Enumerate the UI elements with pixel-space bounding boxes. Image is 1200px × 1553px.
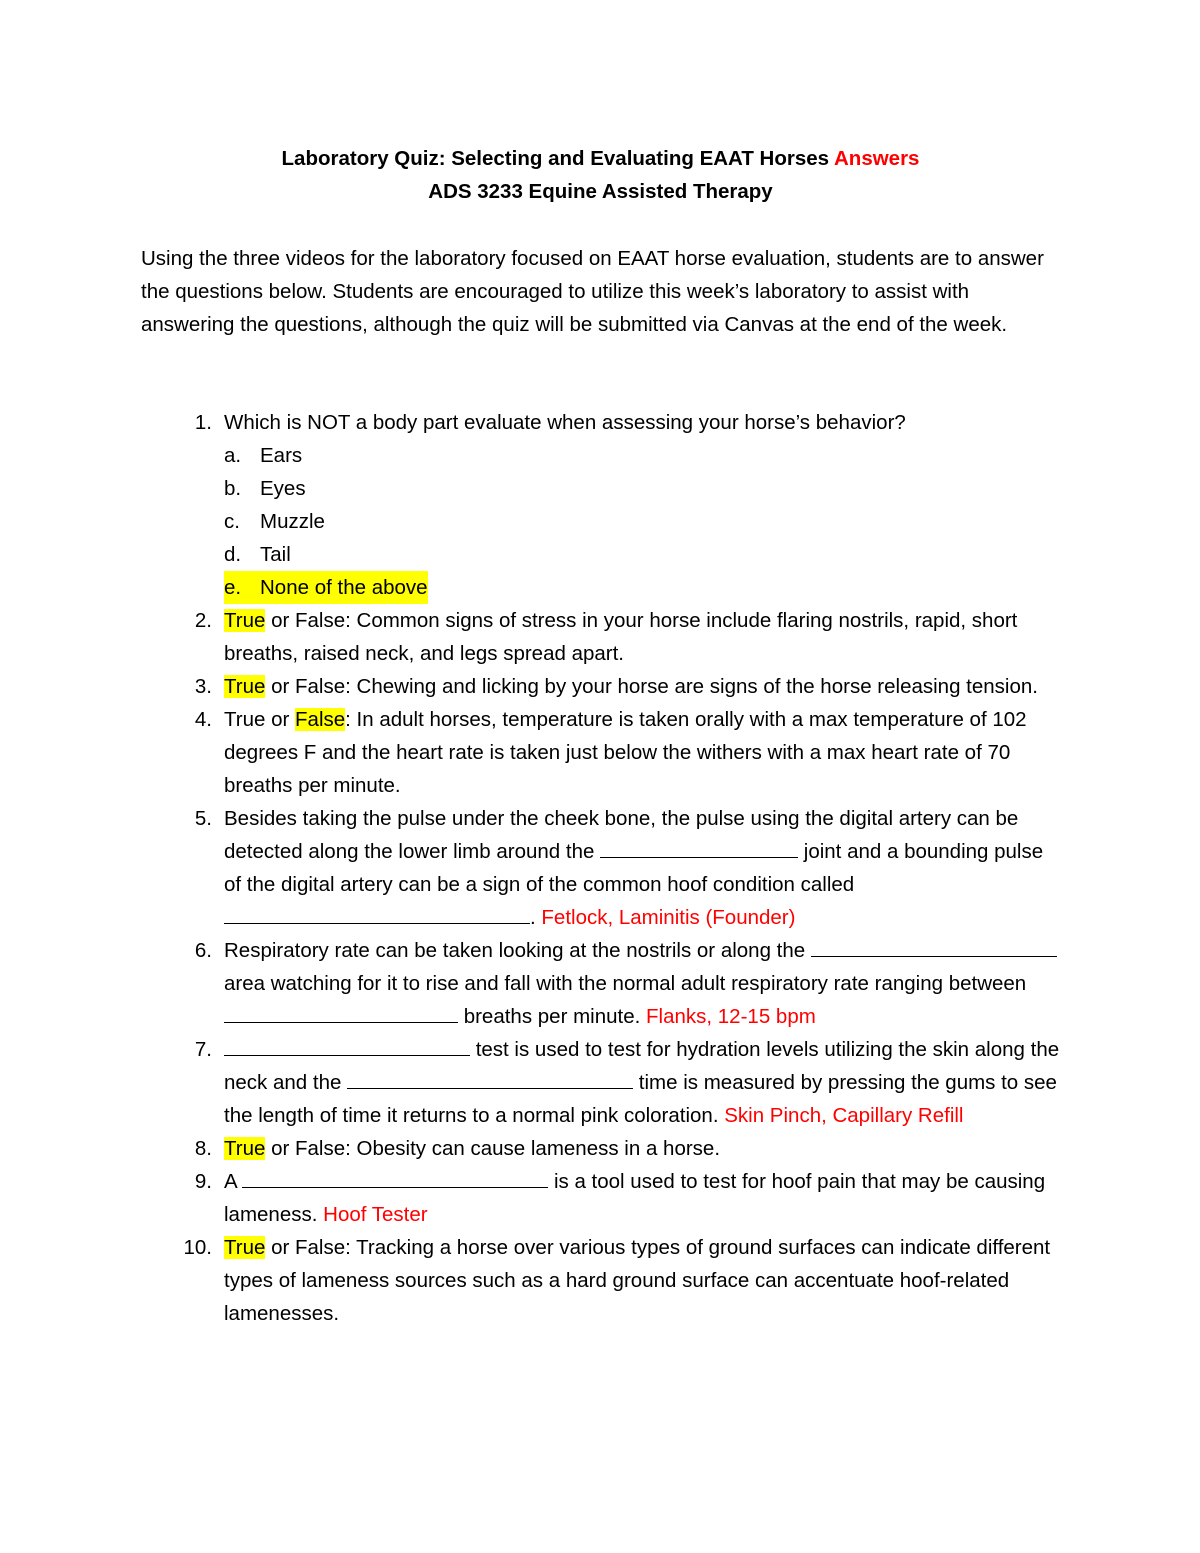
question-3 (141, 670, 1060, 703)
fill-in-blank (224, 903, 530, 924)
fill-in-blank (600, 837, 798, 858)
option-text: None of the above (260, 576, 428, 599)
question-8 (141, 1132, 1060, 1165)
question-2 (141, 604, 1060, 670)
question-text-1: test is used to test for hydration levels utilizing the skin along the neck and the (224, 1038, 1060, 1094)
question-9 (141, 1165, 1060, 1231)
option-d (224, 538, 1060, 571)
question-number: 3. (194, 675, 212, 698)
option-letter: c. (224, 510, 240, 533)
option-b (224, 472, 1060, 505)
question-text: or False: Obesity can cause lameness in a horse. (265, 1137, 721, 1160)
option-letter: b. (224, 477, 242, 500)
highlighted-answer: True (224, 609, 266, 632)
fill-in-blank (224, 1035, 470, 1056)
question-number: 6. (194, 939, 212, 962)
question-list (141, 406, 1060, 1330)
fill-in-blank (224, 1002, 458, 1023)
question-text: or False: Common signs of stress in your horse include flaring nostrils, rapid, short breaths, raised neck, and legs spread apart. (224, 609, 1018, 665)
question-number: 9. (194, 1170, 212, 1193)
highlighted-answer: False (295, 708, 346, 731)
question-prefix: True or (224, 708, 296, 731)
option-a (224, 439, 1060, 472)
option-text: Eyes (260, 477, 306, 500)
question-number: 1. (194, 411, 212, 434)
title-answers-label: Answers (834, 147, 920, 170)
question-text-3: breaths per minute. (458, 1005, 647, 1028)
intro-paragraph: Using the three videos for the laboratory focused on EAAT horse evaluation, students are to answer the questions below. Students are encouraged to utilize this week’s laboratory to assist with answering the questions, although the quiz will be submitted via Canvas at the end of the week. (141, 247, 1044, 336)
highlighted-answer: True (224, 1137, 266, 1160)
option-text: Tail (260, 543, 291, 566)
question-7 (141, 1033, 1060, 1132)
question-text-2: area watching for it to rise and fall with the normal adult respiratory rate ranging between (224, 972, 1027, 995)
highlighted-answer: True (224, 675, 266, 698)
question-10 (141, 1231, 1060, 1330)
option-list (224, 439, 1060, 604)
question-number: 2. (194, 609, 212, 632)
highlighted-answer: True (224, 1236, 266, 1259)
question-text: or False: Chewing and licking by your horse are signs of the horse releasing tension. (265, 675, 1038, 698)
question-text-2: is a tool used to test for hoof pain that may be causing lameness. (224, 1170, 1046, 1226)
answer-text: Hoof Tester (323, 1203, 428, 1226)
answer-text: Flanks, 12-15 bpm (646, 1005, 816, 1028)
answer-text: Fetlock, Laminitis (Founder) (541, 906, 796, 929)
title-text: Laboratory Quiz: Selecting and Evaluating EAAT Horses (281, 147, 830, 170)
option-text: Muzzle (260, 510, 325, 533)
question-text-3: . (530, 906, 542, 929)
question-text-2: time is measured by pressing the gums to see the length of time it returns to a normal pink coloration. (224, 1071, 1057, 1127)
option-letter: d. (224, 543, 242, 566)
question-4 (141, 703, 1060, 802)
question-number: 10. (183, 1236, 212, 1259)
course-title: ADS 3233 Equine Assisted Therapy (428, 180, 773, 203)
question-6 (141, 934, 1060, 1033)
question-text-1: A (224, 1170, 243, 1193)
question-number: 7. (194, 1038, 212, 1061)
option-letter: e. (224, 576, 242, 599)
option-e-highlighted (224, 571, 1060, 604)
question-number: 8. (194, 1137, 212, 1160)
option-text: Ears (260, 444, 303, 467)
fill-in-blank (347, 1068, 633, 1089)
answer-text: Skin Pinch, Capillary Refill (724, 1104, 964, 1127)
question-text-1: Respiratory rate can be taken looking at the nostrils or along the (224, 939, 811, 962)
document-title (141, 142, 1060, 175)
question-1 (141, 406, 1060, 604)
fill-in-blank (242, 1167, 548, 1188)
question-text: or False: Tracking a horse over various types of ground surfaces can indicate different types of lameness sources such as a hard ground surface can accentuate hoof-related lamenesses. (224, 1236, 1051, 1325)
option-letter: a. (224, 444, 242, 467)
question-number: 5. (194, 807, 212, 830)
question-number: 4. (194, 708, 212, 731)
question-5 (141, 802, 1060, 934)
question-text: Which is NOT a body part evaluate when assessing your horse’s behavior? (224, 411, 906, 434)
option-c (224, 505, 1060, 538)
question-text-1: Besides taking the pulse under the cheek bone, the pulse using the digital artery can be detected along the lower limb around the (224, 807, 1019, 863)
question-text-2: joint and a bounding pulse of the digital artery can be a sign of the common hoof condition called (224, 840, 1044, 896)
question-text: : In adult horses, temperature is taken orally with a max temperature of 102 degrees F and the heart rate is taken just below the withers with a max heart rate of 70 breaths per minute. (224, 708, 1027, 797)
fill-in-blank (811, 936, 1057, 957)
